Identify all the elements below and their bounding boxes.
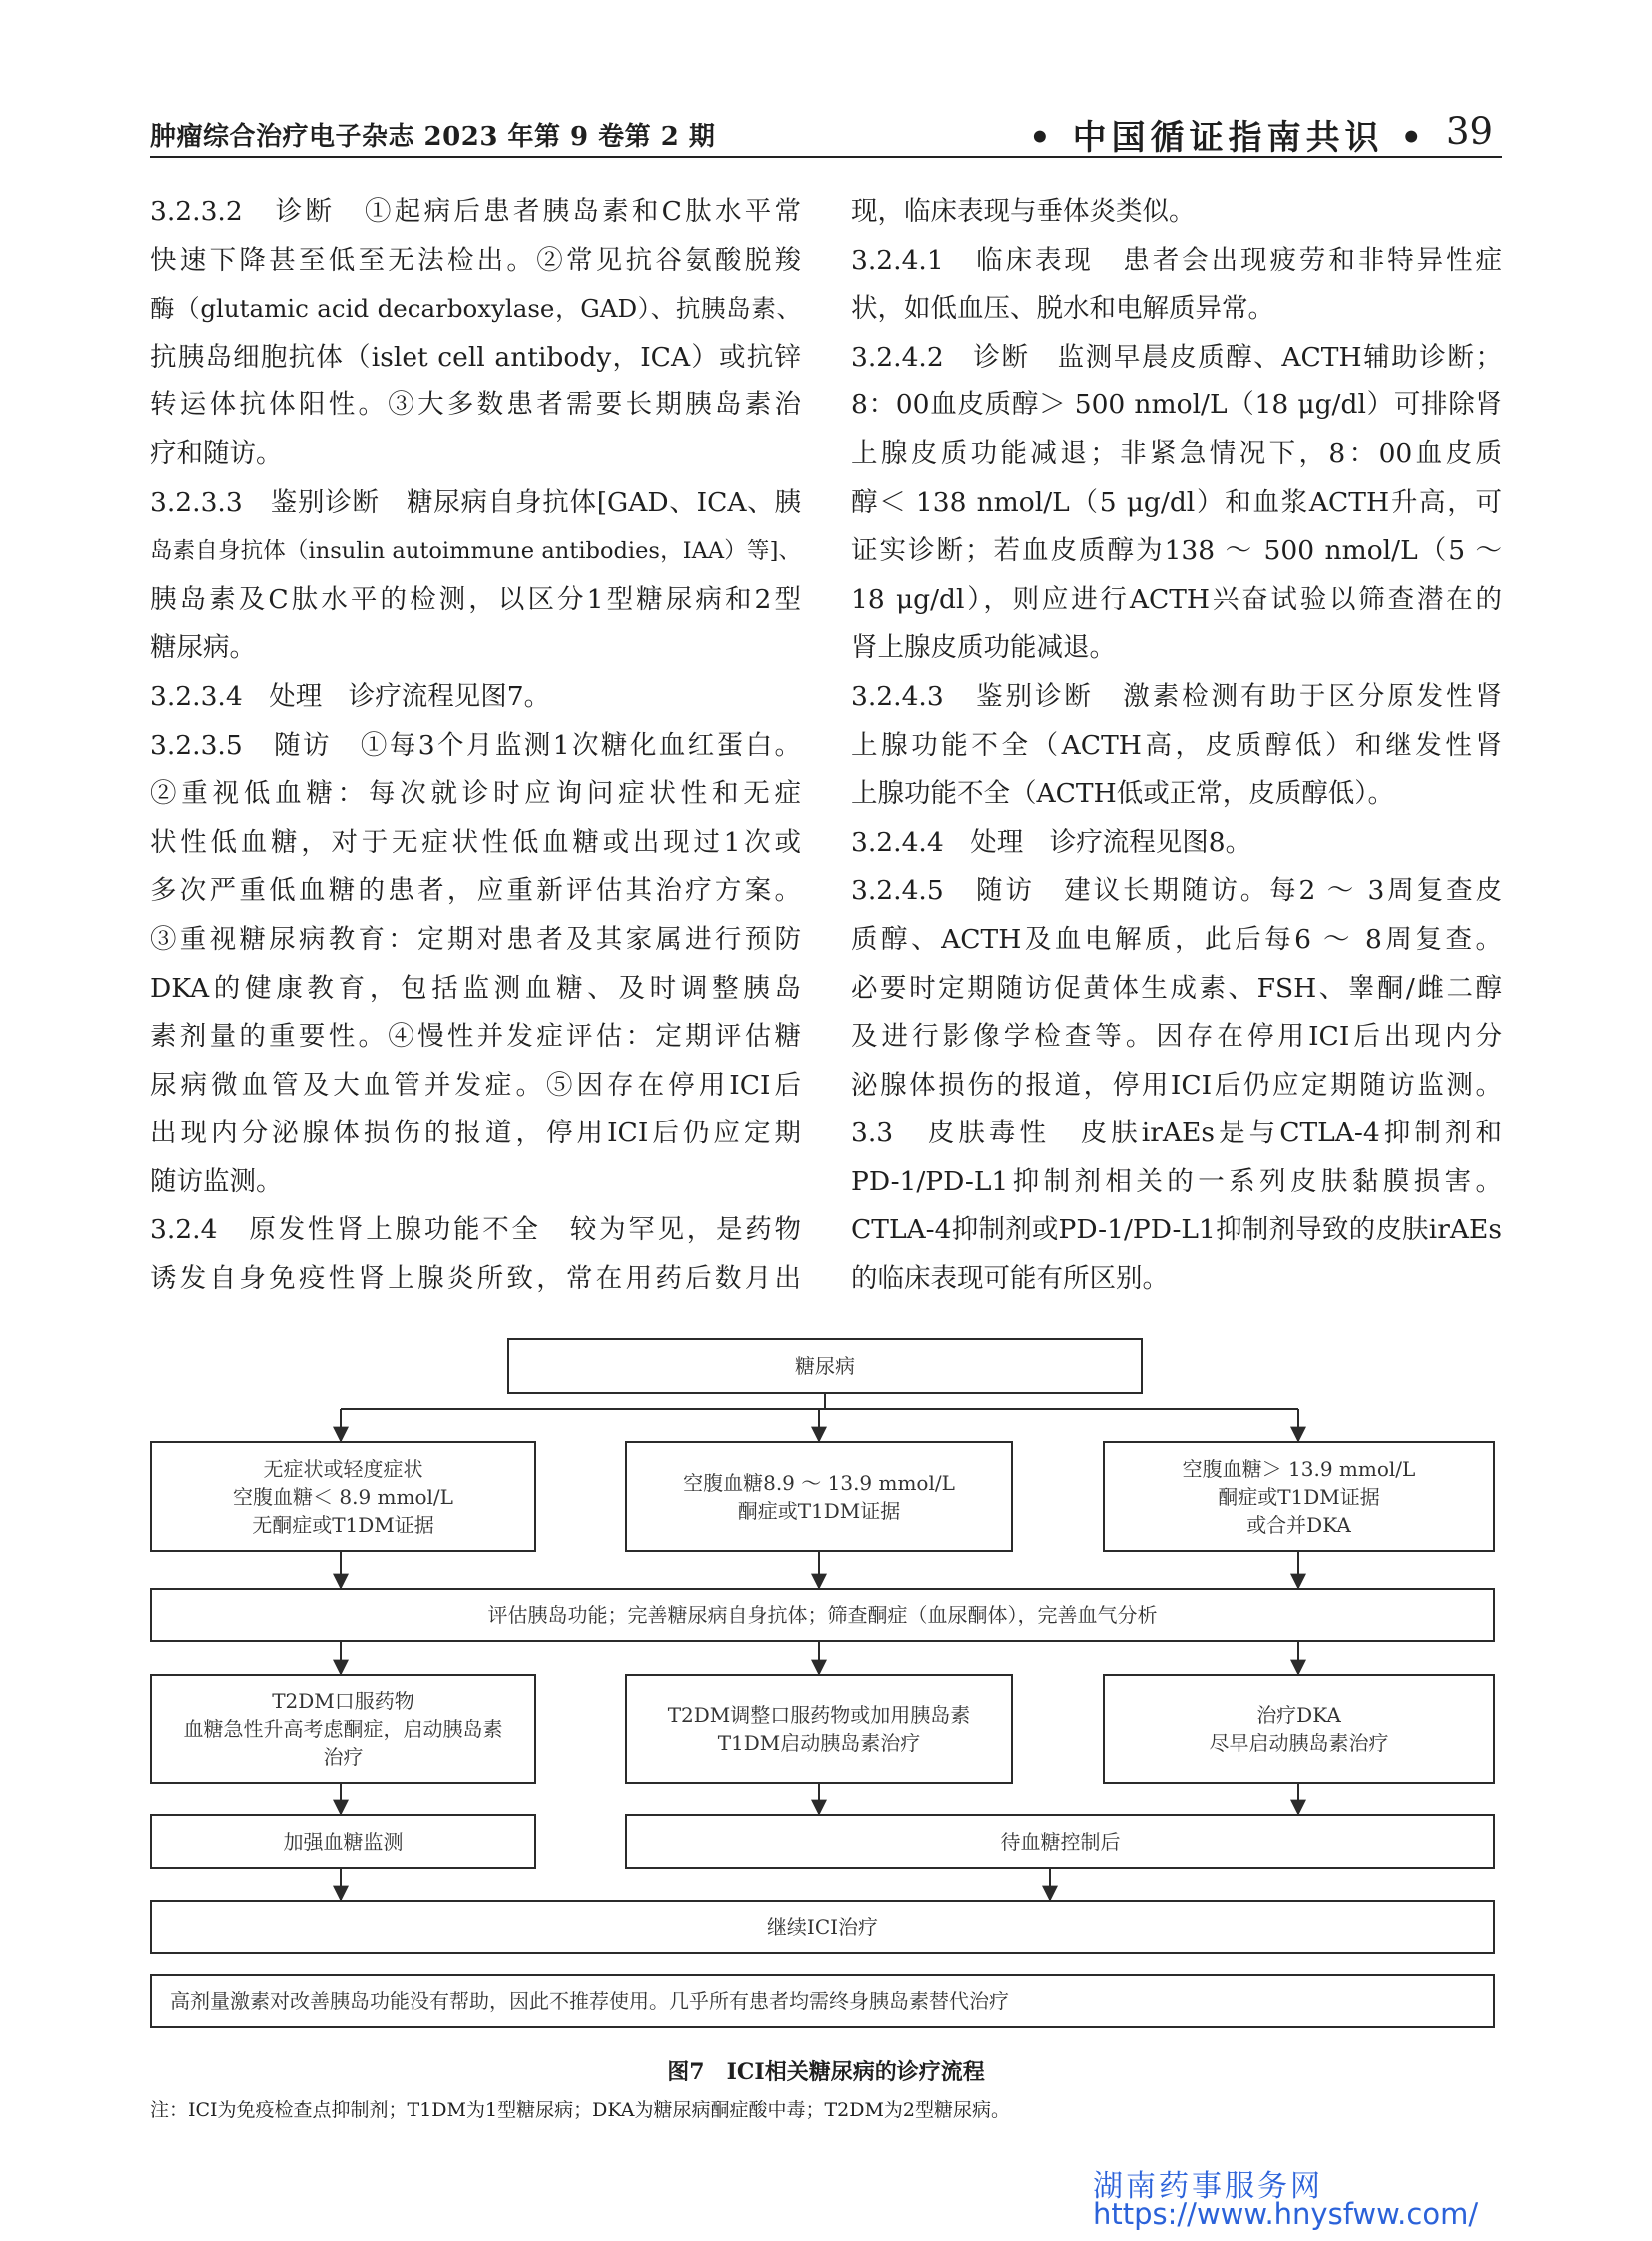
text-line: 3.2.4 原发性肾上腺功能不全 较为罕见，是药物 — [150, 1214, 801, 1246]
text-line: 醇＜ 138 nmol/L（5 μg/dl）和血浆ACTH升高，可 — [851, 486, 1502, 518]
text-line: 诱发自身免疫性肾上腺炎所致，常在用药后数月出 — [150, 1263, 801, 1295]
figure-note: 注：ICI为免疫检查点抑制剂；T1DM为1型糖尿病；DKA为糖尿病酮症酸中毒；T2DM为2型糖尿病。 — [150, 2099, 1011, 2121]
text-line: 状性低血糖，对于无症状性低血糖或出现过1次或 — [150, 826, 801, 858]
text-line: 状，如低血压、脱水和电解质异常。 — [851, 293, 1274, 325]
text-line: 的临床表现可能有所区别。 — [851, 1263, 1169, 1295]
text-line: 岛素自身抗体（insulin autoimmune antibodies，IAA）等]、 — [150, 538, 801, 565]
text-line: 上腺皮质功能减退；非紧急情况下，8：00血皮质 — [851, 437, 1502, 469]
right-text-column — [851, 188, 1502, 1304]
text-line: ③重视糖尿病教育：定期对患者及其家属进行预防 — [150, 923, 801, 955]
text-line: 3.2.4.4 处理 诊疗流程见图8。 — [851, 826, 1252, 858]
text-line: PD-1/PD-L1抑制剂相关的一系列皮肤黏膜损害。 — [851, 1165, 1502, 1197]
text-line: 素剂量的重要性。④慢性并发症评估：定期评估糖 — [150, 1021, 801, 1053]
text-line: 上腺功能不全（ACTH低或正常，皮质醇低）。 — [851, 778, 1394, 810]
text-line: 酶（glutamic acid decarboxylase，GAD）、抗胰岛素、 — [150, 294, 801, 324]
text-line: 疗和随访。 — [150, 437, 283, 469]
flow-box-adjust-insulin: T2DM调整口服药物或加用胰岛素 T1DM启动胰岛素治疗 — [625, 1674, 1013, 1784]
text-line: 快速下降甚至低至无法检出。②常见抗谷氨酸脱羧 — [150, 244, 801, 276]
flow-box-severe: 空腹血糖＞ 13.9 mmol/L 酮症或T1DM证据 或合并DKA — [1103, 1441, 1495, 1552]
text-line: 必要时定期随访促黄体生成素、FSH、睾酮/雌二醇 — [851, 972, 1502, 1004]
text-line: 3.2.3.3 鉴别诊断 糖尿病自身抗体[GAD、ICA、胰 — [150, 486, 801, 518]
text-line: 糖尿病。 — [150, 632, 256, 664]
text-line: 3.2.4.2 诊断 监测早晨皮质醇、ACTH辅助诊断； — [851, 341, 1502, 373]
text-line: 多次严重低血糖的患者，应重新评估其治疗方案。 — [150, 875, 801, 907]
flow-box-treat-dka: 治疗DKA 尽早启动胰岛素治疗 — [1103, 1674, 1495, 1784]
text-line: 3.2.3.4 处理 诊疗流程见图7。 — [150, 680, 551, 712]
text-line: 质醇、ACTH及血电解质，此后每6 ～ 8周复查。 — [851, 923, 1502, 955]
text-line: 肾上腺皮质功能减退。 — [851, 632, 1116, 664]
journal-title: 肿瘤综合治疗电子杂志 2023 年第 9 卷第 2 期 — [150, 122, 716, 152]
text-line: 尿病微血管及大血管并发症。⑤因存在停用ICI后 — [150, 1069, 801, 1101]
text-line: 3.2.3.2 诊断 ①起病后患者胰岛素和C肽水平常 — [150, 196, 801, 227]
text-line: 出现内分泌腺体损伤的报道，停用ICI后仍应定期 — [150, 1118, 801, 1149]
text-line: 3.2.4.5 随访 建议长期随访。每2 ～ 3周复查皮 — [851, 875, 1502, 907]
flow-box-mild: 无症状或轻度症状 空腹血糖＜ 8.9 mmol/L 无酮症或T1DM证据 — [150, 1441, 536, 1552]
page-number: 39 — [1446, 110, 1494, 153]
text-line: 胰岛素及C肽水平的检测，以区分1型糖尿病和2型 — [150, 583, 801, 615]
text-line: ②重视低血糖：每次就诊时应询问症状性和无症 — [150, 778, 801, 810]
flow-box-continue-ici: 继续ICI治疗 — [150, 1900, 1495, 1954]
text-line: CTLA-4抑制剂或PD-1/PD-L1抑制剂导致的皮肤irAEs — [851, 1214, 1502, 1246]
text-line: 现，临床表现与垂体炎类似。 — [851, 196, 1196, 227]
flow-box-diabetes: 糖尿病 — [507, 1338, 1143, 1394]
flow-box-assessment: 评估胰岛功能；完善糖尿病自身抗体；筛查酮症（血尿酮体），完善血气分析 — [150, 1588, 1495, 1642]
text-line: 转运体抗体阳性。③大多数患者需要长期胰岛素治 — [150, 389, 801, 421]
watermark-url: https://www.hnysfww.com/ — [1093, 2197, 1479, 2231]
text-line: 及进行影像学检查等。因存在停用ICI后出现内分 — [851, 1021, 1502, 1053]
text-line: 3.3 皮肤毒性 皮肤irAEs是与CTLA-4抑制剂和 — [851, 1118, 1502, 1149]
header-rule — [150, 156, 1502, 158]
text-line: 抗胰岛细胞抗体（islet cell antibody，ICA）或抗锌 — [150, 341, 801, 373]
text-line: 18 μg/dl），则应进行ACTH兴奋试验以筛查潜在的 — [851, 583, 1502, 615]
text-line: 8：00血皮质醇＞ 500 nmol/L（18 μg/dl）可排除肾 — [851, 389, 1502, 421]
text-line: 3.2.3.5 随访 ①每3个月监测1次糖化血红蛋白。 — [150, 729, 801, 761]
text-line: 证实诊断；若血皮质醇为138 ～ 500 nmol/L（5 ～ — [851, 535, 1502, 567]
text-line: 3.2.4.3 鉴别诊断 激素检测有助于区分原发性肾 — [851, 680, 1502, 712]
text-line: 上腺功能不全（ACTH高，皮质醇低）和继发性肾 — [851, 729, 1502, 761]
flow-box-wait-control: 待血糖控制后 — [625, 1814, 1495, 1869]
text-line: 3.2.4.1 临床表现 患者会出现疲劳和非特异性症 — [851, 244, 1502, 276]
flow-box-note: 高剂量激素对改善胰岛功能没有帮助，因此不推荐使用。几乎所有患者均需终身胰岛素替代治疗 — [150, 1974, 1495, 2028]
text-line: 随访监测。 — [150, 1165, 283, 1197]
flow-box-monitor: 加强血糖监测 — [150, 1814, 536, 1869]
flow-box-treat-t2dm: T2DM口服药物 血糖急性升高考虑酮症，启动胰岛素 治疗 — [150, 1674, 536, 1784]
text-line: DKA的健康教育，包括监测血糖、及时调整胰岛 — [150, 972, 801, 1004]
watermark-site-name: 湖南药事服务网 — [1093, 2169, 1323, 2204]
left-text-column — [150, 188, 801, 1304]
text-line: 泌腺体损伤的报道，停用ICI后仍应定期随访监测。 — [851, 1069, 1502, 1101]
flow-box-moderate: 空腹血糖8.9 ～ 13.9 mmol/L 酮症或T1DM证据 — [625, 1441, 1013, 1552]
figure-title: 图7 ICI相关糖尿病的诊疗流程 — [667, 2059, 985, 2085]
section-title: • 中国循证指南共识 • — [1029, 118, 1428, 158]
